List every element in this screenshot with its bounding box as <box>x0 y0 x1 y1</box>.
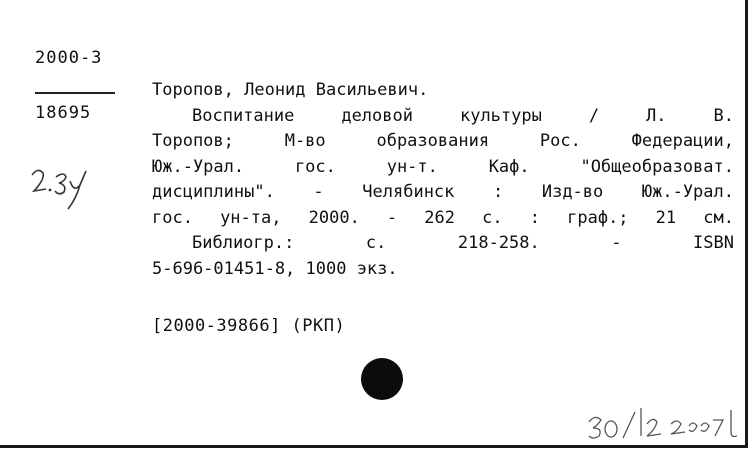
code-divider <box>35 92 115 94</box>
handwritten-note <box>28 165 100 217</box>
title-line: Воспитание деловой культуры / Л. В. <box>192 105 734 126</box>
classification-code: 2000-3 <box>35 48 103 68</box>
physical-description-line: гос. ун-та, 2000. - 262 с. : граф.; 21 см. <box>152 207 734 228</box>
publication-line: дисциплины". - Челябинск : Изд-во Юж.-Урал. <box>152 182 734 202</box>
isbn-line: 5-696-01451-8, 1000 экз. <box>152 258 398 279</box>
accession-number: [2000-39866] (РКП) <box>152 316 346 336</box>
card-edge-bottom <box>0 445 748 448</box>
responsibility-line: Торопов; М-во образования Рос. Федерации, <box>152 131 734 151</box>
author-heading: Торопов, Леонид Васильевич. <box>152 80 429 100</box>
handwritten-date-signature <box>585 402 745 448</box>
punch-hole <box>361 358 403 400</box>
bibliographic-entry <box>152 78 734 282</box>
card-edge-right <box>745 0 748 446</box>
inventory-number: 18695 <box>35 103 92 123</box>
left-column <box>35 48 102 68</box>
notes-line: Библиогр.: с. 218-258. - ISBN <box>192 233 734 253</box>
responsibility-line-2: Юж.-Урал. гос. ун-т. Каф. "Общеобразоват. <box>152 156 734 177</box>
